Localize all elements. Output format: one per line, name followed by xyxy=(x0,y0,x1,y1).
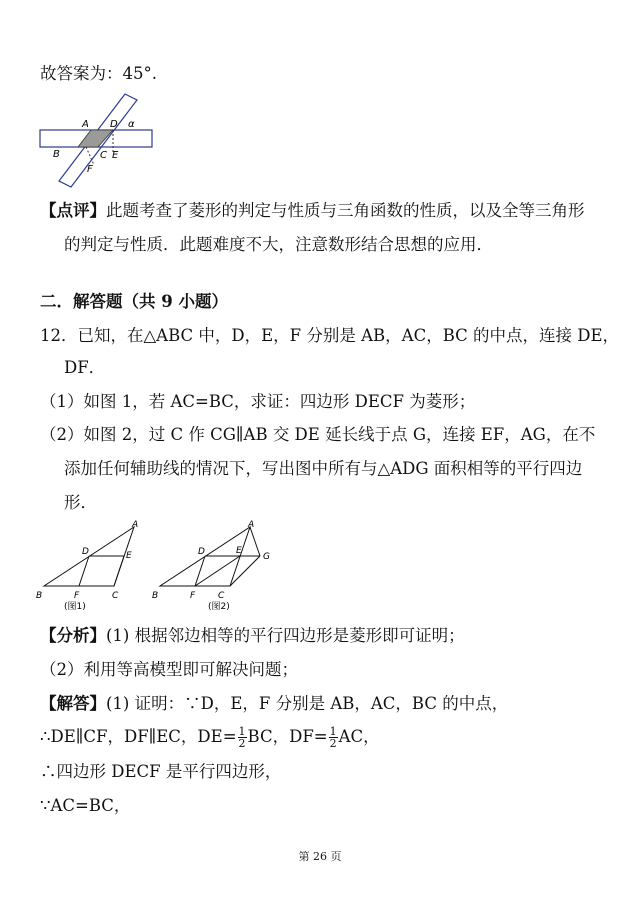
fig0-label-b: B xyxy=(53,149,60,160)
fig0-label-e: E xyxy=(112,150,119,161)
segment-df xyxy=(195,556,205,586)
solution-text-1: (1) 证明：∵D，E，F 分别是 AB，AC，BC 的中点， xyxy=(106,694,509,713)
fig1-label-b: B xyxy=(36,591,43,601)
solution-line-3: ∴四边形 DECF 是平行四边形， xyxy=(40,762,282,781)
fig1-label-c: C xyxy=(112,591,119,601)
fig2-label-f: F xyxy=(190,591,196,601)
q12-part1: （1）如图 1，若 AC=BC，求证：四边形 DECF 为菱形； xyxy=(40,392,476,411)
fig1-label-e: E xyxy=(126,551,132,561)
solution-line-4: ∵AC=BC， xyxy=(40,796,131,815)
fig2-label-b: B xyxy=(152,591,159,601)
segment-ef xyxy=(195,556,240,586)
figure-1 xyxy=(34,518,149,615)
solution-tag: 【解答】 xyxy=(40,694,106,713)
section-title: 二．解答题（共 9 小题） xyxy=(40,292,228,311)
fig2-label-e: E xyxy=(236,546,242,556)
fig2-label-g: G xyxy=(263,552,270,562)
fraction-half-2: $\frac{1}{2}$ xyxy=(329,725,337,750)
q12-part2-line-1: （2）如图 2，过 C 作 CG∥AB 交 DE 延长线于点 G，连接 EF，AG，在不 xyxy=(40,425,596,444)
fraction-half-1: $\frac{1}{2}$ xyxy=(238,725,246,750)
fig2-label-c: C xyxy=(218,591,225,601)
fig0-label-d: D xyxy=(110,119,118,130)
figure-strips xyxy=(36,90,166,190)
segment-cg xyxy=(230,556,260,586)
fig0-label-c: C xyxy=(100,150,107,161)
comment-line-2: 的判定与性质．此题难度不大，注意数形结合思想的应用． xyxy=(64,235,493,254)
solution-text-2c: AC， xyxy=(338,727,380,746)
analysis-tag: 【分析】 xyxy=(40,626,106,645)
q12-line-2: DF． xyxy=(64,358,106,377)
fig1-label-d: D xyxy=(82,547,89,557)
solution-text-2b: BC，DF= xyxy=(247,727,328,746)
fig2-label-d: D xyxy=(198,547,205,557)
analysis-text-1: (1) 根据邻边相等的平行四边形是菱形即可证明； xyxy=(106,626,465,645)
q12-line-1: 12．已知，在△ABC 中，D，E，F 分别是 AB，AC，BC 的中点，连接 DE， xyxy=(40,326,620,345)
fig1-label-f: F xyxy=(74,591,80,601)
comment-tag: 【点评】 xyxy=(40,201,106,220)
fig0-label-a: A xyxy=(82,119,89,130)
fig1-label-a: A xyxy=(132,520,139,530)
solution-text-2a: ∴DE∥CF，DF∥EC，DE= xyxy=(40,727,237,746)
page-number: 第 26 页 xyxy=(298,850,342,863)
analysis-line-1 xyxy=(40,626,465,646)
figure-2 xyxy=(150,518,285,615)
fig0-label-alpha: α xyxy=(128,119,135,130)
rhombus-decf xyxy=(79,556,124,586)
comment-line-1 xyxy=(40,201,585,221)
analysis-line-2: （2）利用等高模型即可解决问题； xyxy=(40,660,298,679)
answer-line: 故答案为：45°. xyxy=(40,64,157,83)
q12-part2-line-2: 添加任何辅助线的情况下，写出图中所有与△ADG 面积相等的平行四边 xyxy=(64,459,583,478)
segment-ag xyxy=(250,527,260,556)
fig0-label-f: F xyxy=(87,164,93,175)
q12-part2-line-3: 形． xyxy=(64,493,97,512)
fig1-caption: (图1) xyxy=(64,602,86,612)
fig2-label-a: A xyxy=(248,520,255,530)
fig2-caption: (图2) xyxy=(208,602,230,612)
comment-text-1: 此题考查了菱形的判定与性质与三角函数的性质，以及全等三角形 xyxy=(106,201,585,220)
solution-line-2 xyxy=(40,726,380,749)
solution-line-1 xyxy=(40,694,508,714)
